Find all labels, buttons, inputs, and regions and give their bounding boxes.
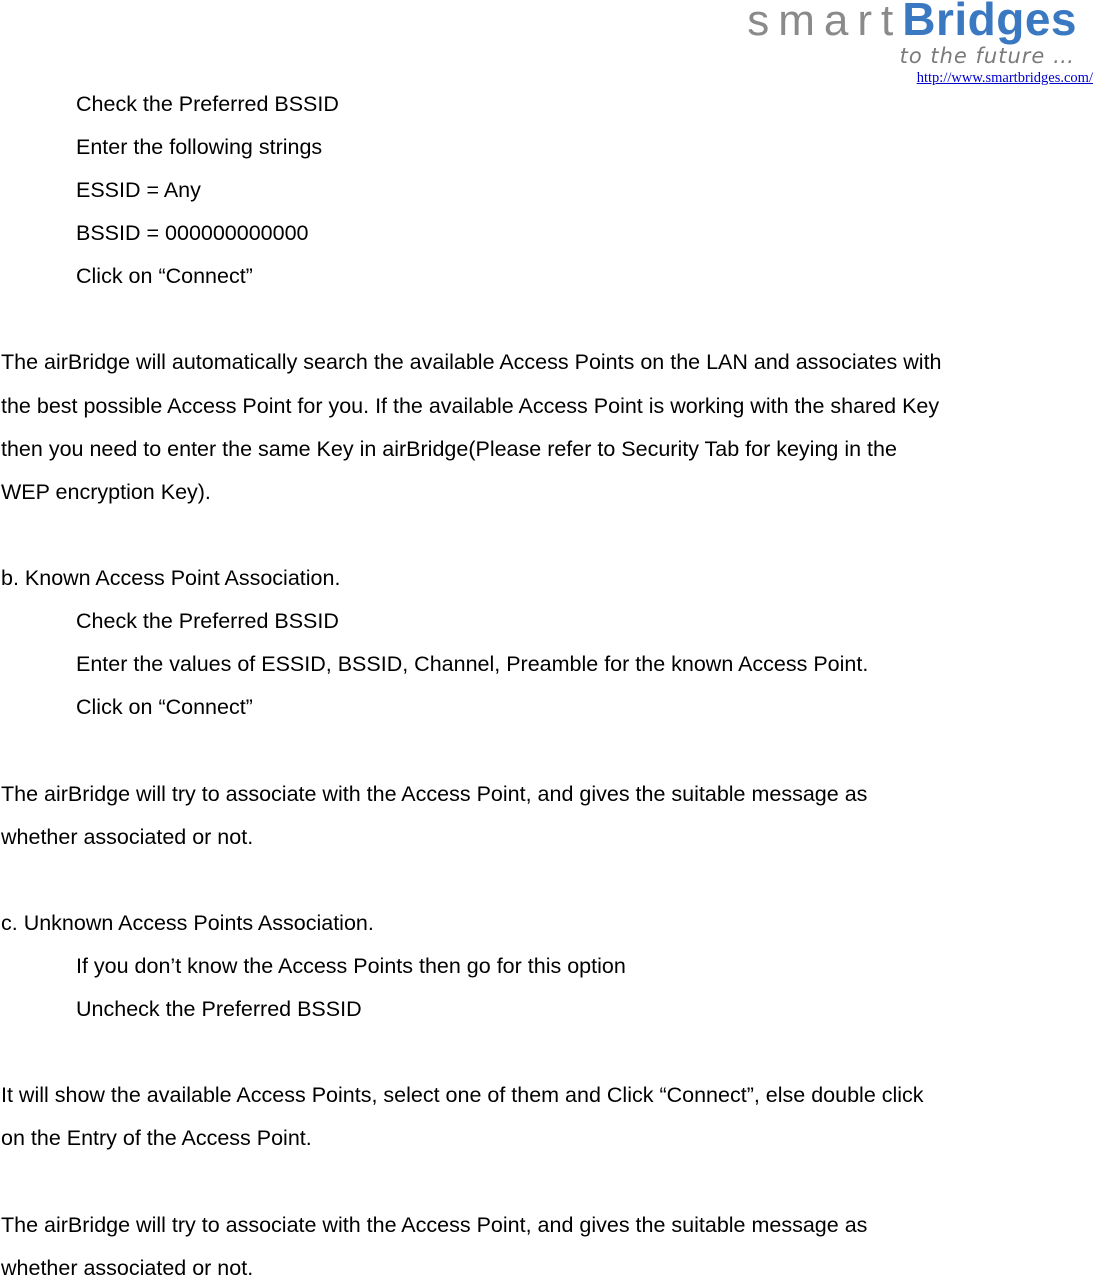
header-url-link[interactable]: http://www.smartbridges.com/	[916, 70, 1093, 86]
step-check-preferred-bssid: Check the Preferred BSSID	[76, 92, 339, 116]
smartbridges-logo	[737, 0, 1077, 70]
step-unknown-option: If you don’t know the Access Points then go for this option	[76, 954, 626, 978]
paragraph-line: The airBridge will automatically search the available Access Points on the LAN and associates with	[1, 350, 942, 374]
paragraph-line: The airBridge will try to associate with the Access Point, and gives the suitable message as	[1, 782, 868, 806]
paragraph-line: then you need to enter the same Key in airBridge(Please refer to Security Tab for keying in the	[1, 437, 897, 461]
paragraph-line: whether associated or not.	[1, 825, 254, 849]
paragraph-line: WEP encryption Key).	[1, 480, 211, 504]
paragraph-line: It will show the available Access Points, select one of them and Click “Connect”, else double click	[1, 1083, 924, 1107]
logo-bridges-text: Bridges	[902, 0, 1077, 45]
section-c-heading: c. Unknown Access Points Association.	[1, 911, 374, 935]
paragraph-line: whether associated or not.	[1, 1256, 254, 1280]
paragraph-line: the best possible Access Point for you. If the available Access Point is working with the shared Key	[1, 394, 940, 418]
step-essid-any: ESSID = Any	[76, 178, 201, 202]
section-b-heading: b. Known Access Point Association.	[1, 566, 341, 590]
paragraph-line: on the Entry of the Access Point.	[1, 1126, 312, 1150]
step-enter-values: Enter the values of ESSID, BSSID, Channel, Preamble for the known Access Point.	[76, 652, 869, 676]
step-click-connect: Click on “Connect”	[76, 264, 253, 288]
step-check-preferred-bssid: Check the Preferred BSSID	[76, 609, 339, 633]
step-bssid-zeros: BSSID = 000000000000	[76, 221, 309, 245]
paragraph-line: The airBridge will try to associate with the Access Point, and gives the suitable message as	[1, 1213, 868, 1237]
step-click-connect: Click on “Connect”	[76, 695, 253, 719]
logo-tagline: to the future …	[899, 44, 1075, 68]
step-enter-strings: Enter the following strings	[76, 135, 323, 159]
logo-wordmark	[747, 0, 1077, 43]
step-uncheck-preferred-bssid: Uncheck the Preferred BSSID	[76, 997, 362, 1021]
logo-smart-text: smart	[747, 0, 903, 45]
